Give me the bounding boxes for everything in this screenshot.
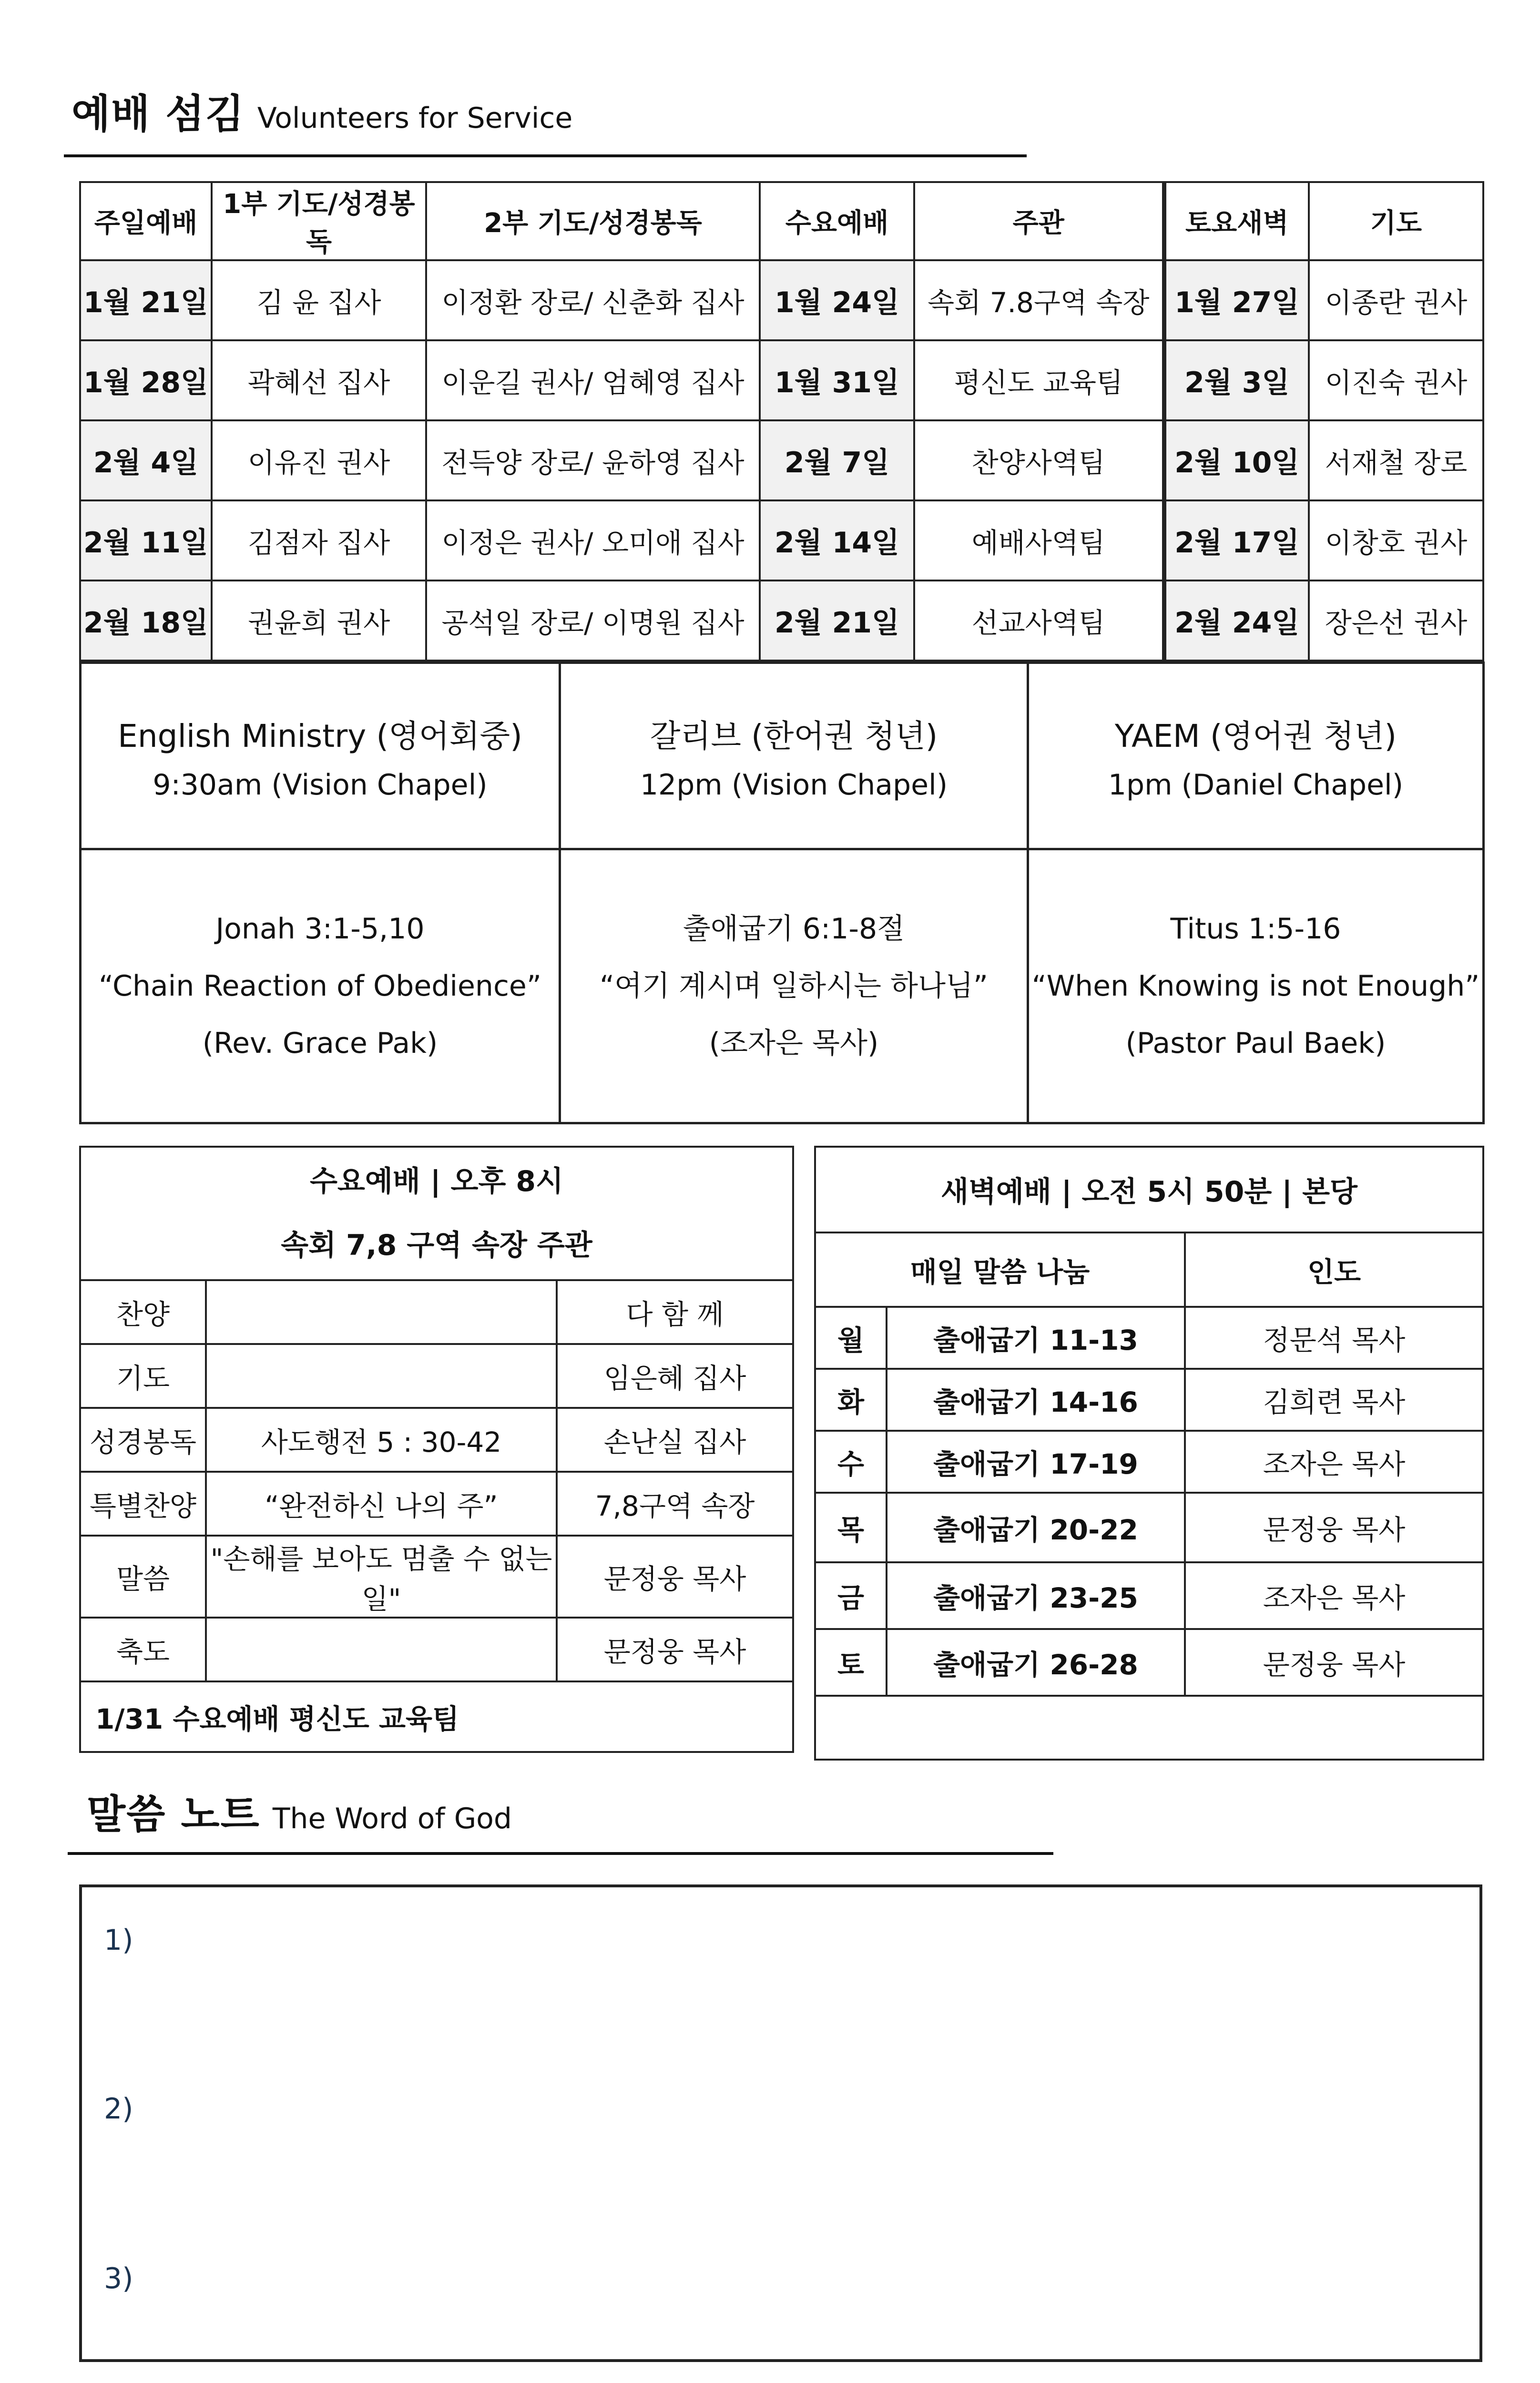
ministry-title: YAEM (영어권 청년) xyxy=(1114,717,1397,754)
note-item-1: 1) xyxy=(104,1924,133,1957)
sermon-title: “여기 계시며 일하시는 하나님” xyxy=(600,969,988,1003)
table-row xyxy=(80,500,1483,580)
table-row xyxy=(80,1536,793,1618)
volunteers-title-en: Volunteers for Service xyxy=(257,102,573,135)
dawn-leader: 정문석 목사 xyxy=(1185,1307,1483,1369)
second-service-volunteers: 전득양 장로/ 윤하영 집사 xyxy=(426,420,760,500)
dawn-day: 토 xyxy=(815,1629,887,1696)
second-service-volunteers: 이정은 권사/ 오미애 집사 xyxy=(426,500,760,580)
second-service-volunteers: 이운길 권사/ 엄혜영 집사 xyxy=(426,340,760,420)
volunteers-heading xyxy=(71,82,572,140)
table-row xyxy=(80,580,1483,661)
sunday-date: 1월 28일 xyxy=(80,340,212,420)
order-person: 임은혜 집사 xyxy=(557,1344,793,1408)
second-service-volunteers: 이정환 장로/ 신춘화 집사 xyxy=(426,260,760,340)
volunteers-header-row xyxy=(80,182,1483,260)
dawn-passage-header: 매일 말씀 나눔 xyxy=(815,1232,1185,1307)
wednesday-host: 평신도 교육팀 xyxy=(914,340,1164,420)
ministry-galib-sermon xyxy=(560,849,1028,1123)
table-row xyxy=(815,1431,1483,1493)
order-item: 성경봉독 xyxy=(80,1408,206,1472)
sunday-date: 2월 11일 xyxy=(80,500,212,580)
dawn-leader: 조자은 목사 xyxy=(1185,1562,1483,1629)
notes-heading xyxy=(87,1782,512,1840)
dawn-service-table xyxy=(814,1146,1484,1761)
wednesday-service-table xyxy=(79,1146,794,1753)
wednesday-host: 예배사역팀 xyxy=(914,500,1164,580)
header-first-service: 1부 기도/성경봉독 xyxy=(212,182,426,260)
note-item-3: 3) xyxy=(104,2262,133,2295)
sermon-preacher: (조자은 목사) xyxy=(709,1027,879,1060)
sunday-date: 1월 21일 xyxy=(80,260,212,340)
header-host: 주관 xyxy=(914,182,1164,260)
wednesday-date: 1월 31일 xyxy=(760,340,914,420)
order-person: 7,8구역 속장 xyxy=(557,1472,793,1536)
ministry-english-sermon xyxy=(81,849,560,1123)
sermon-preacher: (Pastor Paul Baek) xyxy=(1125,1027,1386,1060)
dawn-passage: 출애굽기 26-28 xyxy=(887,1629,1185,1696)
saturday-date: 2월 17일 xyxy=(1164,500,1309,580)
table-row xyxy=(815,1629,1483,1696)
saturday-date: 2월 10일 xyxy=(1164,420,1309,500)
dawn-passage: 출애굽기 23-25 xyxy=(887,1562,1185,1629)
sermon-title: “Chain Reaction of Obedience” xyxy=(99,969,541,1003)
table-row xyxy=(80,1408,793,1472)
order-content: “완전하신 나의 주” xyxy=(206,1472,557,1536)
sermon-passage: Titus 1:5-16 xyxy=(1170,912,1341,946)
volunteers-title-ko: 예배 섬김 xyxy=(71,91,245,137)
table-row xyxy=(815,1369,1483,1431)
sunday-date: 2월 18일 xyxy=(80,580,212,661)
order-item: 축도 xyxy=(80,1618,206,1681)
sermon-preacher: (Rev. Grace Pak) xyxy=(202,1027,438,1060)
table-row xyxy=(80,1618,793,1681)
second-service-volunteers: 공석일 장로/ 이명원 집사 xyxy=(426,580,760,661)
dawn-title: 새벽예배 | 오전 5시 50분 | 본당 xyxy=(815,1147,1483,1232)
wednesday-host: 찬양사역팀 xyxy=(914,420,1164,500)
first-service-volunteer: 권윤희 권사 xyxy=(212,580,426,661)
dawn-leader: 문정웅 목사 xyxy=(1185,1493,1483,1562)
ministry-table xyxy=(79,662,1485,1124)
dawn-day: 금 xyxy=(815,1562,887,1629)
dawn-empty-row xyxy=(815,1696,1483,1760)
order-content: "손해를 보아도 멈출 수 없는 일" xyxy=(206,1536,557,1618)
wednesday-host: 선교사역팀 xyxy=(914,580,1164,661)
table-row xyxy=(815,1307,1483,1369)
order-content: 사도행전 5 : 30-42 xyxy=(206,1408,557,1472)
order-person: 손난실 집사 xyxy=(557,1408,793,1472)
ministry-english-header xyxy=(81,663,560,849)
dawn-passage: 출애굽기 17-19 xyxy=(887,1431,1185,1493)
order-item: 말씀 xyxy=(80,1536,206,1618)
dawn-passage: 출애굽기 20-22 xyxy=(887,1493,1185,1562)
order-person: 다 함 께 xyxy=(557,1280,793,1344)
sermon-passage: Jonah 3:1-5,10 xyxy=(215,912,425,946)
saturday-prayer: 이창호 권사 xyxy=(1309,500,1483,580)
order-person: 문정웅 목사 xyxy=(557,1618,793,1681)
order-item: 찬양 xyxy=(80,1280,206,1344)
ministry-galib-header xyxy=(560,663,1028,849)
wednesday-date: 2월 21일 xyxy=(760,580,914,661)
saturday-date: 2월 3일 xyxy=(1164,340,1309,420)
order-content xyxy=(206,1618,557,1681)
saturday-prayer: 장은선 권사 xyxy=(1309,580,1483,661)
note-item-2: 2) xyxy=(104,2092,133,2126)
first-service-volunteer: 김 윤 집사 xyxy=(212,260,426,340)
volunteers-heading-rule xyxy=(64,154,1027,157)
wednesday-date: 2월 14일 xyxy=(760,500,914,580)
dawn-leader: 문정웅 목사 xyxy=(1185,1629,1483,1696)
order-content xyxy=(206,1344,557,1408)
notes-title-en: The Word of God xyxy=(272,1802,512,1835)
ministry-title: 갈리브 (한어권 청년) xyxy=(650,717,938,754)
wednesday-title: 수요예배 | 오후 8시 xyxy=(309,1165,564,1198)
notes-box[interactable] xyxy=(79,1884,1482,2362)
wednesday-date: 1월 24일 xyxy=(760,260,914,340)
ministry-yaem-sermon xyxy=(1028,849,1484,1123)
first-service-volunteer: 김점자 집사 xyxy=(212,500,426,580)
wednesday-footer: 1/31 수요예배 평신도 교육팀 xyxy=(80,1681,793,1752)
table-row xyxy=(80,260,1483,340)
table-row xyxy=(80,1344,793,1408)
table-row xyxy=(80,340,1483,420)
dawn-leader: 김희련 목사 xyxy=(1185,1369,1483,1431)
order-content xyxy=(206,1280,557,1344)
ministry-yaem-header xyxy=(1028,663,1484,849)
dawn-leader-header: 인도 xyxy=(1185,1232,1483,1307)
header-sunday: 주일예배 xyxy=(80,182,212,260)
order-item: 기도 xyxy=(80,1344,206,1408)
ministry-time: 9:30am (Vision Chapel) xyxy=(153,768,488,802)
table-row xyxy=(80,1280,793,1344)
dawn-passage: 출애굽기 11-13 xyxy=(887,1307,1185,1369)
table-row xyxy=(80,420,1483,500)
sunday-date: 2월 4일 xyxy=(80,420,212,500)
header-second-service: 2부 기도/성경봉독 xyxy=(426,182,760,260)
saturday-date: 2월 24일 xyxy=(1164,580,1309,661)
dawn-passage: 출애굽기 14-16 xyxy=(887,1369,1185,1431)
wednesday-date: 2월 7일 xyxy=(760,420,914,500)
sermon-passage: 출애굽기 6:1-8절 xyxy=(683,912,905,946)
notes-heading-rule xyxy=(68,1852,1053,1855)
first-service-volunteer: 곽혜선 집사 xyxy=(212,340,426,420)
volunteers-table xyxy=(79,181,1484,662)
ministry-time: 1pm (Daniel Chapel) xyxy=(1108,768,1404,802)
table-row xyxy=(80,1472,793,1536)
header-saturday-dawn: 토요새벽 xyxy=(1164,182,1309,260)
table-row xyxy=(815,1562,1483,1629)
dawn-leader: 조자은 목사 xyxy=(1185,1431,1483,1493)
ministry-title: English Ministry (영어회중) xyxy=(118,717,522,754)
dawn-day: 수 xyxy=(815,1431,887,1493)
dawn-day: 월 xyxy=(815,1307,887,1369)
saturday-prayer: 서재철 장로 xyxy=(1309,420,1483,500)
sermon-title: “When Knowing is not Enough” xyxy=(1031,969,1480,1003)
header-wednesday: 수요예배 xyxy=(760,182,914,260)
wednesday-subtitle: 속회 7,8 구역 속장 주관 xyxy=(281,1229,592,1262)
wednesday-host: 속회 7.8구역 속장 xyxy=(914,260,1164,340)
ministry-time: 12pm (Vision Chapel) xyxy=(640,768,948,802)
saturday-prayer: 이진숙 권사 xyxy=(1309,340,1483,420)
header-prayer: 기도 xyxy=(1309,182,1483,260)
order-person: 문정웅 목사 xyxy=(557,1536,793,1618)
dawn-day: 목 xyxy=(815,1493,887,1562)
saturday-prayer: 이종란 권사 xyxy=(1309,260,1483,340)
table-row xyxy=(815,1493,1483,1562)
notes-title-ko: 말씀 노트 xyxy=(87,1791,260,1838)
wednesday-header xyxy=(80,1147,793,1280)
dawn-day: 화 xyxy=(815,1369,887,1431)
first-service-volunteer: 이유진 권사 xyxy=(212,420,426,500)
order-item: 특별찬양 xyxy=(80,1472,206,1536)
saturday-date: 1월 27일 xyxy=(1164,260,1309,340)
